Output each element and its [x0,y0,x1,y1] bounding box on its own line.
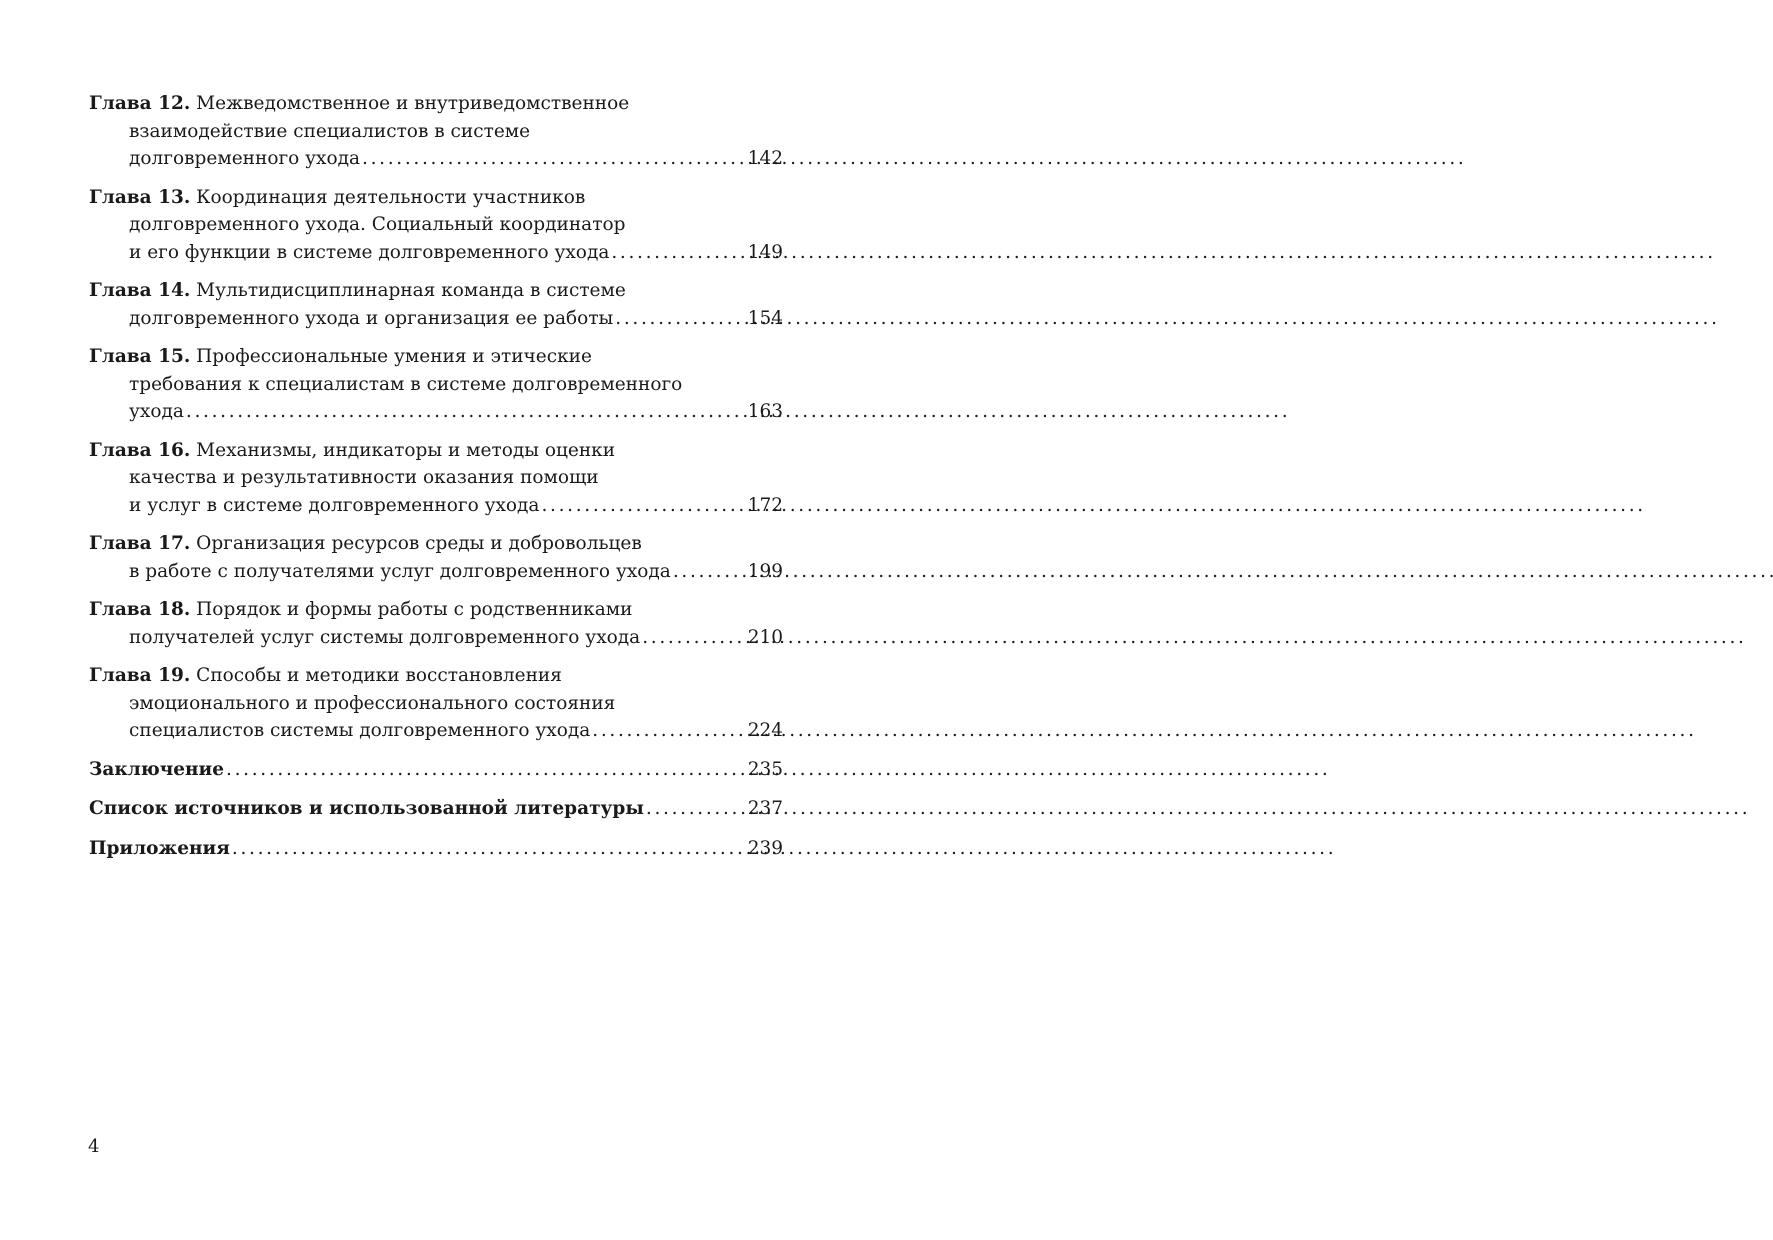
page-ref: 199 [747,560,783,582]
dot-leader [592,717,745,745]
dot-leader [541,492,745,520]
chapter-title-line: Порядок и формы работы с родственниками [196,599,633,620]
page-ref: 239 [747,837,783,859]
page-ref: 210 [747,626,783,648]
chapter-title-line: специалистов системы долговременного ухода [129,720,591,741]
section-title: Заключение [89,758,225,780]
page-ref: 235 [747,758,783,780]
toc-entry-chapter-18[interactable] [89,596,783,651]
chapter-title-line: и услуг в системе долговременного ухода [129,494,540,516]
chapter-label: Глава 18. [89,599,191,620]
page-ref: 149 [747,241,783,263]
toc-entry-chapter-17[interactable] [89,530,783,585]
dot-leader [362,145,746,173]
page-ref: 172 [747,494,783,516]
page-number: 4 [88,1136,100,1157]
dot-leader [646,795,746,823]
chapter-title-line: получателей услуг системы долговременного ухода [129,626,641,648]
toc-entry-chapter-13[interactable] [89,184,783,267]
chapter-title-line: Организация ресурсов среды и добровольцев [196,533,642,554]
table-of-contents [89,90,783,862]
page-ref: 154 [747,307,783,329]
page-ref: 163 [747,401,783,422]
chapter-title-line: долговременного ухода и организация ее работы [129,307,614,329]
chapter-title-line: ухода [129,401,184,422]
chapter-title-line: Координация деятельности участников [196,186,586,208]
chapter-title-line: Профессиональные умения и этические [196,346,592,367]
chapter-label: Глава 16. [89,439,191,461]
toc-entry-chapter-15[interactable] [89,343,783,426]
dot-leader [186,398,746,426]
chapter-title-line: долговременного ухода [129,148,361,169]
chapter-title-line: взаимодействие специалистов в системе [129,120,531,142]
chapter-title-line: качества и результативности оказания помощи [129,467,599,488]
page-ref: 224 [747,720,783,741]
chapter-title-line: Способы и методики восстановления [196,665,562,686]
chapter-title-line: эмоционального и профессионального состояния [129,692,616,714]
dot-leader [226,756,746,784]
page-ref: 142 [747,148,783,169]
chapter-label: Глава 15. [89,346,191,367]
chapter-label: Глава 12. [89,93,191,114]
toc-entry-chapter-19[interactable] [89,662,783,745]
chapter-title-line: и его функции в системе долговременного ухода [129,241,610,263]
chapter-title-line: требования к специалистам в системе долговременного [129,373,683,395]
dot-leader [642,624,745,652]
dot-leader [611,239,745,267]
chapter-label: Глава 14. [89,280,191,301]
toc-entry-references[interactable] [89,795,783,823]
chapter-label: Глава 13. [89,186,191,208]
toc-entry-chapter-16[interactable] [89,437,783,520]
section-title: Приложения [89,837,230,859]
chapter-title-line: в работе с получателями услуг долговременного ухода [129,560,671,582]
chapter-title-line: Механизмы, индикаторы и методы оценки [196,439,616,461]
toc-entry-conclusion[interactable] [89,756,783,784]
toc-entry-appendices[interactable] [89,835,783,863]
dot-leader [673,558,746,586]
page-ref: 237 [747,798,783,819]
chapter-label: Глава 19. [89,665,191,686]
section-title: Список источников и использованной литературы [89,798,644,819]
chapter-title-line: долговременного ухода. Социальный координатор [129,214,626,235]
chapter-title-line: Межведомственное и внутриведомственное [196,93,630,114]
toc-entry-chapter-14[interactable] [89,277,783,332]
toc-entry-chapter-12[interactable] [89,90,783,173]
chapter-label: Глава 17. [89,533,191,554]
chapter-title-line: Мультидисциплинарная команда в системе [196,280,626,301]
dot-leader [615,305,745,333]
dot-leader [232,835,746,863]
